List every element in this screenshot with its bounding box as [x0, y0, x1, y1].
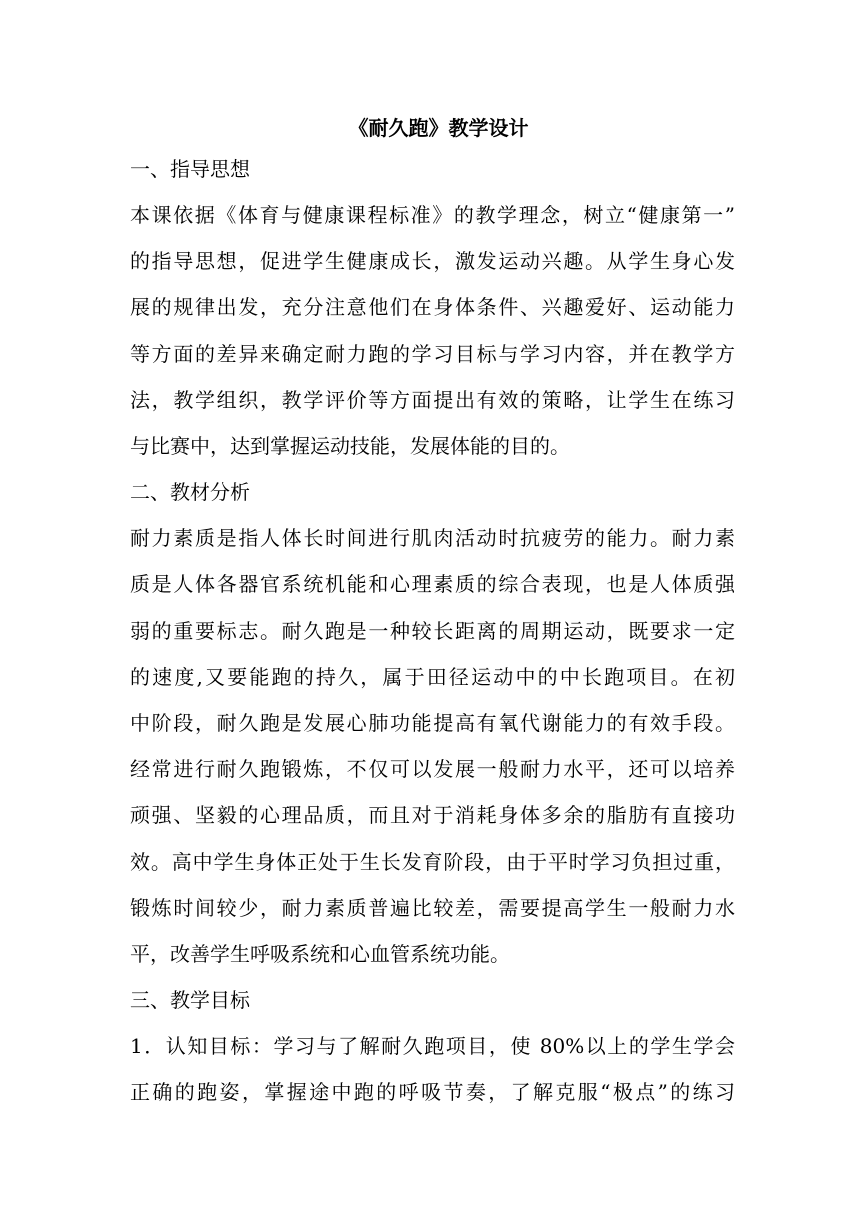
- paragraph-line: 平，改善学生呼吸系统和心血管系统功能。: [130, 942, 510, 967]
- section-teaching-objectives: [130, 977, 735, 1115]
- section-heading: 二、教材分析: [130, 480, 250, 505]
- paragraph-line: 的速度,又要能跑的持久，属于田径运动中的中长跑项目。在初: [130, 664, 735, 689]
- paragraph-line: 经常进行耐久跑锻炼，不仅可以发展一般耐力水平，还可以培养: [130, 757, 735, 782]
- paragraph-line: 等方面的差异来确定耐力跑的学习目标与学习内容，并在教学方: [130, 341, 735, 366]
- paragraph-line: 锻炼时间较少，耐力素质普遍比较差，需要提高学生一般耐力水: [130, 895, 735, 920]
- section-material-analysis: [130, 469, 735, 977]
- paragraph-line: 弱的重要标志。耐久跑是一种较长距离的周期运动，既要求一定: [130, 618, 735, 643]
- paragraph-line: 的指导思想，促进学生健康成长，激发运动兴趣。从学生身心发: [130, 249, 735, 274]
- paragraph-line: 本课依据《体育与健康课程标准》的教学理念，树立“健康第一”: [130, 203, 735, 227]
- document-title: 《耐久跑》教学设计: [348, 116, 529, 140]
- paragraph-line: 中阶段，耐久跑是发展心肺功能提高有氧代谢能力的有效手段。: [130, 711, 735, 736]
- paragraph-line: 效。高中学生身体正处于生长发育阶段，由于平时学习负担过重，: [130, 849, 735, 874]
- paragraph-line: 顽强、坚毅的心理品质，而且对于消耗身体多余的脂肪有直接功: [130, 803, 735, 828]
- section-heading: 一、指导思想: [130, 157, 250, 181]
- paragraph-line: 法，教学组织，教学评价等方面提出有效的策略，让学生在练习: [130, 387, 735, 412]
- paragraph-line: 耐力素质是指人体长时间进行肌肉活动时抗疲劳的能力。耐力素: [130, 526, 735, 551]
- document-page: [130, 110, 735, 1116]
- paragraph-line: 展的规律出发，充分注意他们在身体条件、兴趣爱好、运动能力: [130, 295, 735, 320]
- section-heading: 三、教学目标: [130, 988, 250, 1013]
- paragraph-line: 正确的跑姿，掌握途中跑的呼吸节奏，了解克服“极点”的练习: [130, 1080, 735, 1105]
- section-guiding-ideology: [130, 146, 735, 469]
- paragraph-line: 质是人体各器官系统机能和心理素质的综合表现，也是人体质强: [130, 572, 735, 597]
- paragraph-line: 与比赛中，达到掌握运动技能，发展体能的目的。: [130, 434, 570, 459]
- paragraph-line: 1．认知目标：学习与了解耐久跑项目，使 80%以上的学生学会: [130, 1034, 735, 1059]
